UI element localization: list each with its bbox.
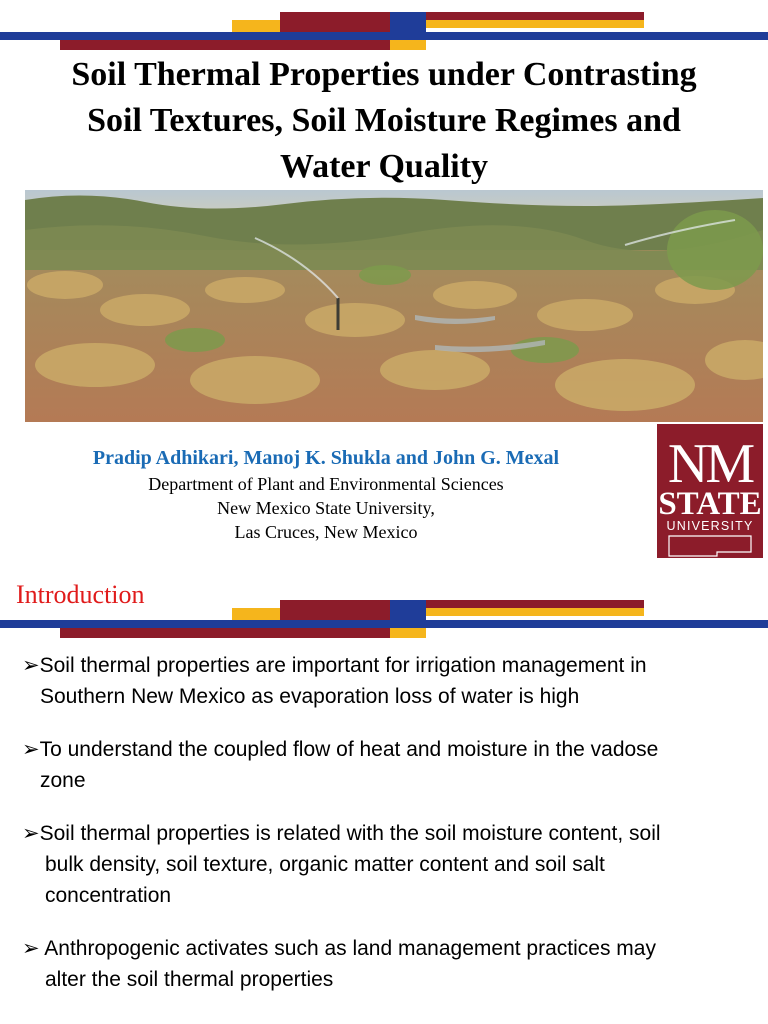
affiliation-department: Department of Plant and Environmental Sciences bbox=[148, 474, 504, 494]
arrow-bullet-icon: ➢ bbox=[22, 654, 40, 677]
bullet-list bbox=[22, 650, 752, 1017]
author-block bbox=[20, 444, 632, 544]
logo-text-state: STATE bbox=[658, 486, 762, 522]
decorative-color-band-top bbox=[0, 12, 768, 56]
new-mexico-outline-icon bbox=[669, 536, 751, 556]
bullet-item: ➢To understand the coupled flow of heat and moisture in the vadose zone bbox=[22, 738, 659, 792]
logo-text-university: UNIVERSITY bbox=[666, 519, 754, 533]
nmsu-logo bbox=[657, 424, 763, 558]
arrow-bullet-icon: ➢ bbox=[22, 822, 40, 845]
arrow-bullet-icon: ➢ bbox=[22, 937, 40, 960]
title-line-3: Water Quality bbox=[279, 148, 489, 185]
arrow-bullet-icon: ➢ bbox=[22, 738, 40, 761]
title-line-1: Soil Thermal Properties under Contrasting bbox=[71, 56, 697, 93]
slide-title bbox=[20, 52, 748, 190]
logo-text-nm: NM bbox=[667, 433, 753, 495]
author-names: Pradip Adhikari, Manoj K. Shukla and John G. Mexal bbox=[92, 447, 560, 469]
section-heading: Introduction bbox=[16, 580, 145, 609]
title-line-2: Soil Textures, Soil Moisture Regimes and bbox=[87, 102, 681, 139]
decorative-color-band-middle bbox=[0, 600, 768, 644]
affiliation-location: Las Cruces, New Mexico bbox=[234, 522, 418, 542]
bullet-item: ➢Soil thermal properties are important for irrigation management in Southern New Mexico as evaporation loss of water is high bbox=[22, 654, 647, 708]
bullet-item: ➢Soil thermal properties is related with the soil moisture content, soil bulk density, soil texture, organic matter content and soil salt concentration bbox=[22, 822, 661, 907]
bullet-item: ➢ Anthropogenic activates such as land management practices may alter the soil thermal properties bbox=[22, 937, 656, 991]
field-irrigation-photo bbox=[25, 190, 763, 422]
affiliation-university: New Mexico State University, bbox=[217, 498, 435, 518]
